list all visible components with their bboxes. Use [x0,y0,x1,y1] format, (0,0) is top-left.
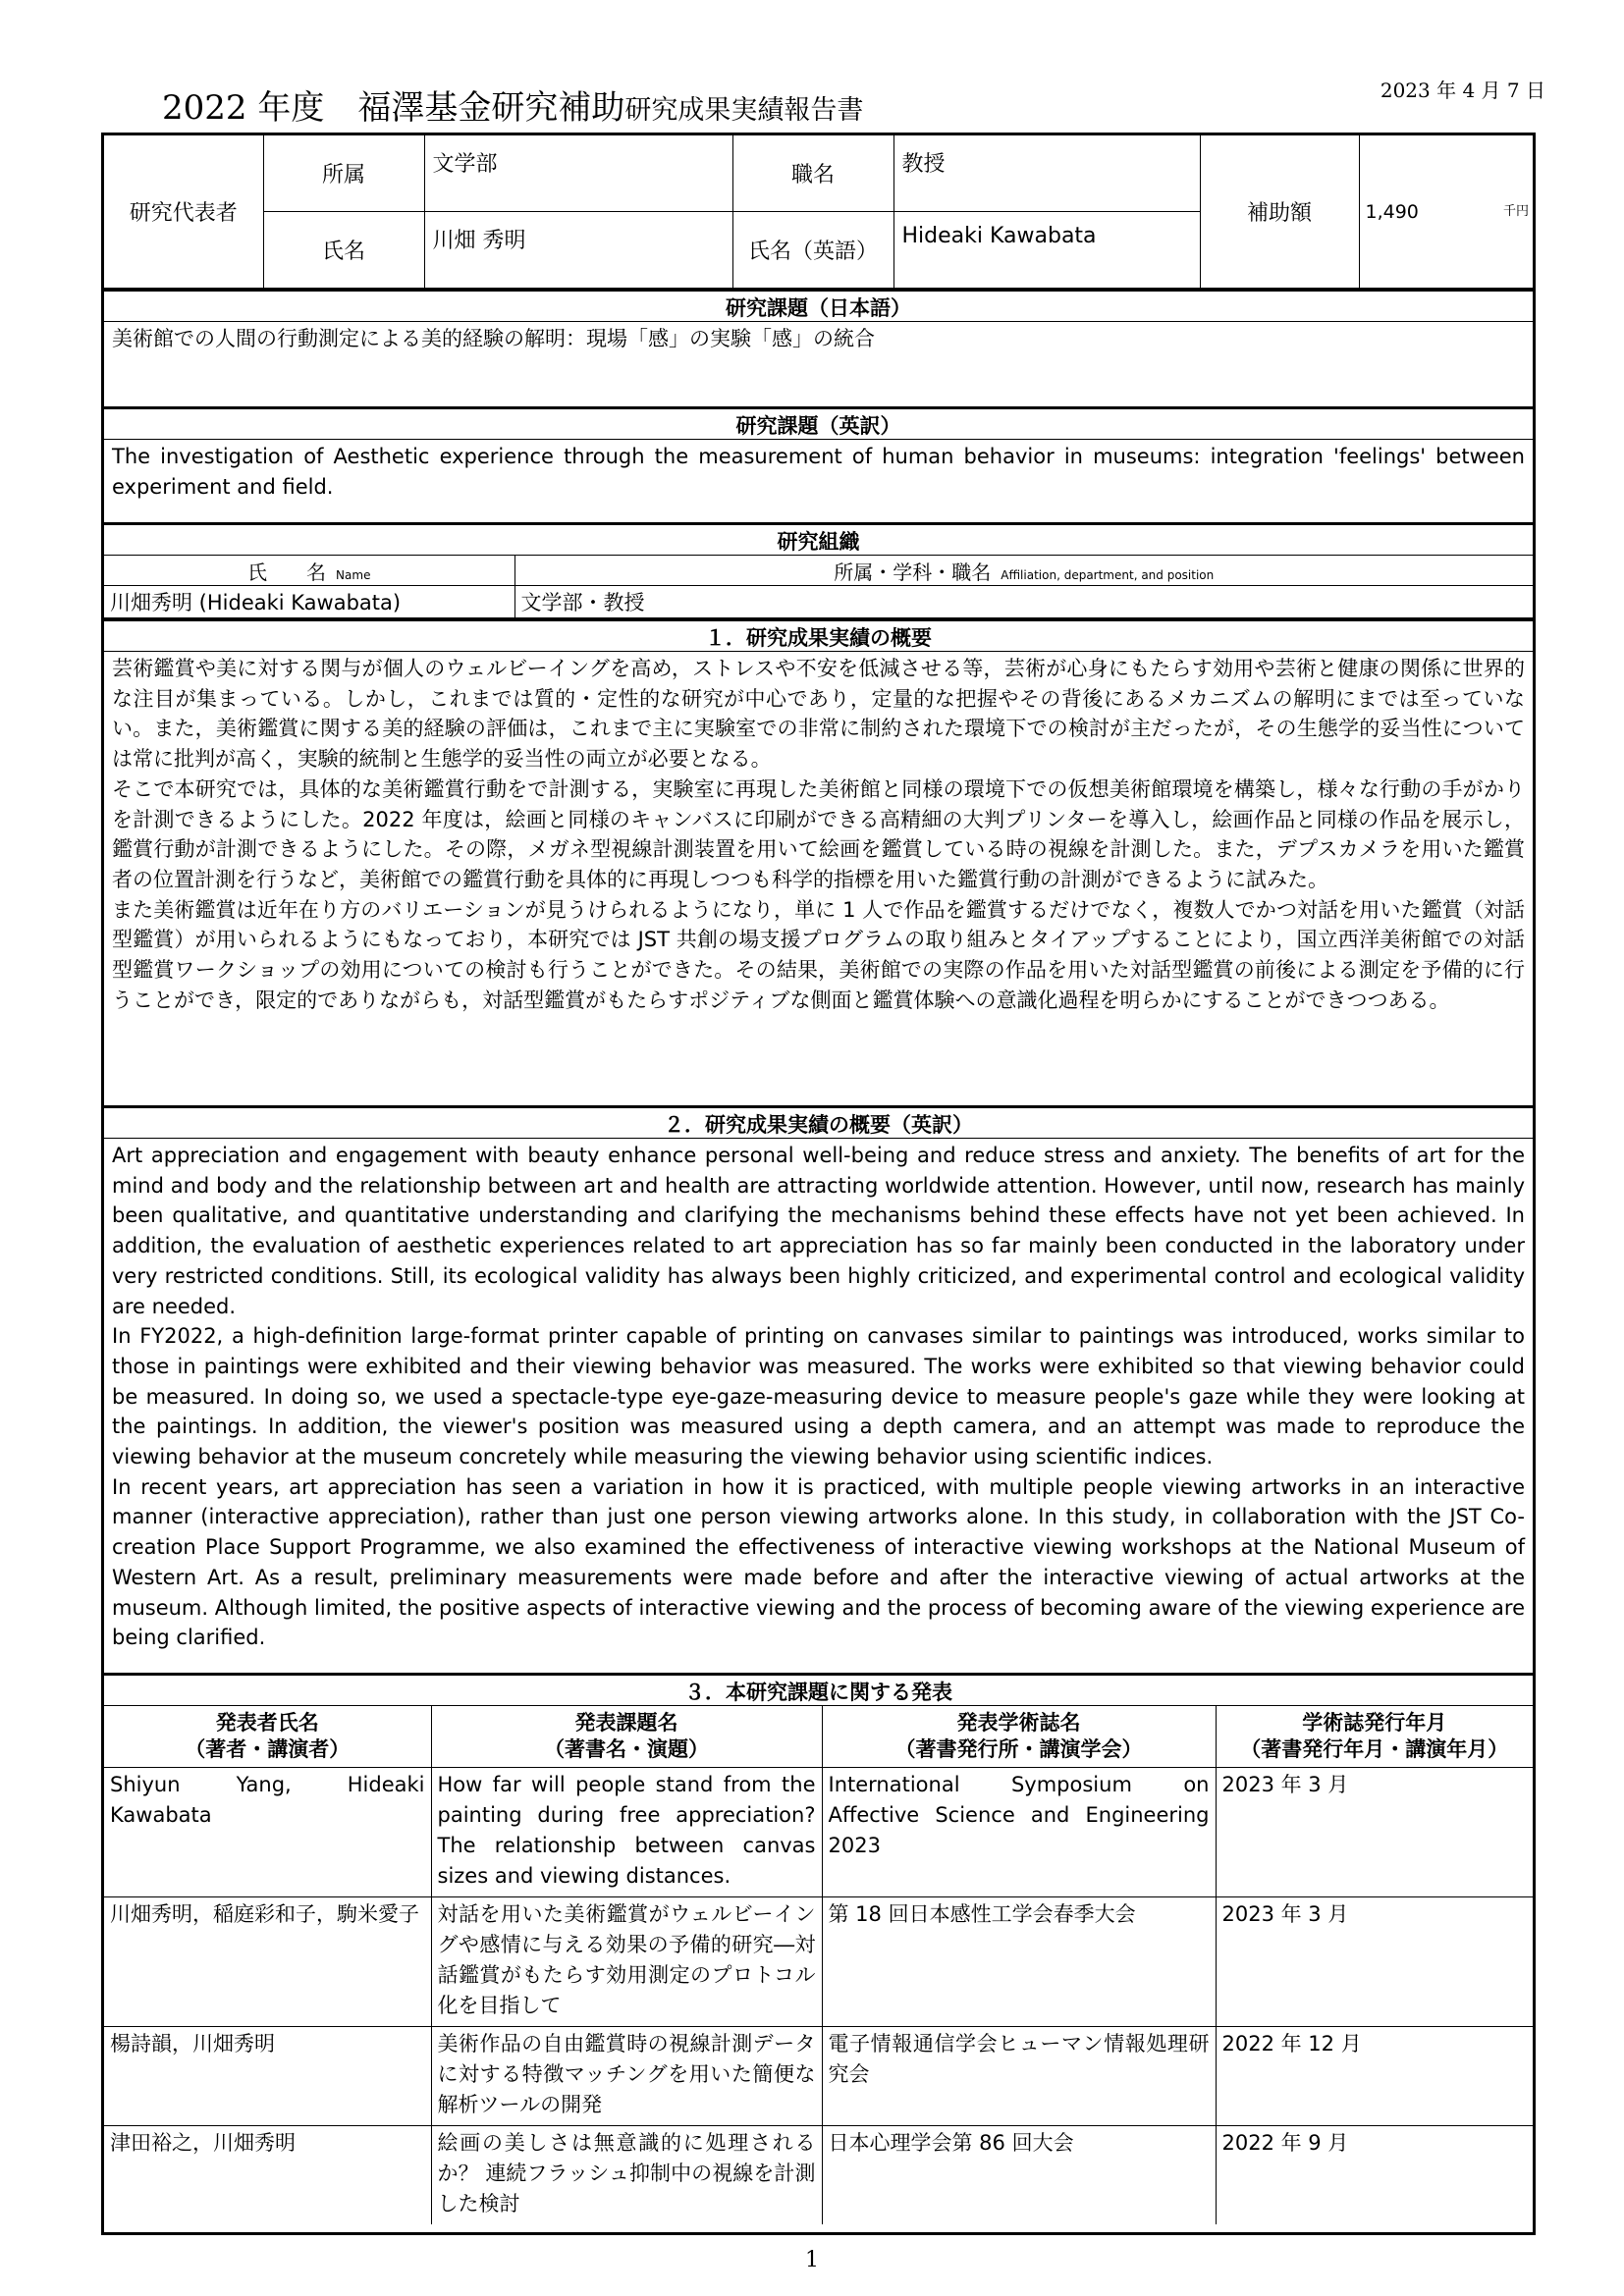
topic-en-heading: 研究課題（英訳） [104,406,1533,440]
pub-col-presenter-label: 発表者氏名 [215,1711,319,1735]
report-title-sub: 研究成果実績報告書 [624,95,864,126]
org-col-name [104,556,514,586]
position-label: 職名 [732,135,893,212]
summary-en-heading: ２．研究成果実績の概要（英訳） [104,1105,1533,1139]
topic-ja-heading: 研究課題（日本語） [104,289,1533,322]
pub-journal: International Symposium on Affective Science and Engineering 2023 [822,1768,1216,1897]
organization-heading: 研究組織 [104,522,1533,556]
grant-value: 1,490 [1365,200,1419,223]
org-member-name: 川畑秀明 (Hideaki Kawabata) [104,586,514,618]
publication-row [104,2126,1533,2224]
pub-col-date-label: 学術誌発行年月 [1302,1711,1447,1735]
pub-title: 美術作品の自由鑑賞時の視線計測データに対する特徴マッチングを用いた簡便な解析ツールの開発 [431,2027,822,2126]
report-title-main: 2022 年度 福澤基金研究補助 [162,88,625,128]
summary-en-paragraph: In FY2022, a high-definition large-format printer capable of printing on canvases similar to paintings was introduced, works similar to those in paintings were exhibited and their viewing behavior was measured. The works were exhibited so that viewing behavior could be measured. In doing so, we used a spectacle-type eye-gaze-measuring device to measure people's gaze while they were looking at the paintings. In addition, the viewer's position was measured using a depth camera, and an attempt was made to reproduce the viewing behavior at the museum concretely while measuring the viewing behavior using scientific indices. [112,1324,1525,1469]
publications-table [104,1706,1533,2224]
affiliation-value: 文学部 [424,135,732,212]
org-col-affil-en: Affiliation, department, and position [1001,567,1215,582]
pub-presenter: 津田裕之，川畑秀明 [104,2126,431,2224]
pub-title: How far will people stand from the painting during free appreciation? The relationship between canvas sizes and viewing distances. [431,1768,822,1897]
representative-label: 研究代表者 [104,135,263,289]
org-member-affiliation: 文学部・教授 [514,586,1533,618]
pub-journal: 日本心理学会第 86 回大会 [822,2126,1216,2224]
pub-title: 絵画の美しさは無意識的に処理されるか？ 連続フラッシュ抑制中の視線を計測した検討 [431,2126,822,2224]
name-en-label: 氏名（英語） [732,212,893,289]
pub-col-title-sub: （著書名・演題） [544,1737,709,1761]
summary-ja-heading: １．研究成果実績の概要 [104,618,1533,652]
pub-col-journal-sub: （著書発行所・講演学会） [894,1737,1143,1761]
summary-ja-paragraph: 芸術鑑賞や美に対する関与が個人のウェルビーイングを高め，ストレスや不安を低減させる等，芸術が心身にもたらす効用や芸術と健康の関係に世界的な注目が集まっている。しかし，これまでは質的・定性的な研究が中心であり，定量的な把握やその背後にあるメカニズムの解明にまでは至っていない。また，美術鑑賞に関する美的経験の評価は，これまで主に実験室での非常に制約された環境下での検討が主だったが，その生態学的妥当性については常に批判が高く，実験的統制と生態学的妥当性の両立が必要となる。 [112,657,1525,772]
publication-row [104,2027,1533,2126]
organization-table [104,556,1533,618]
summary-ja-paragraph: そこで本研究では，具体的な美術鑑賞行動をで計測する，実験室に再現した美術館と同様の環境下での仮想美術館環境を構築し，様々な行動の手がかりを計測できるようにした。2022 年度は，絵画と同様のキャンバスに印刷ができる高精細の大判プリンターを導入し，絵画作品と同様の作品を展示し，鑑賞行動が計測できるようにした。その際，メガネ型視線計測装置を用いて絵画を鑑賞している時の視線を計測した。また，デプスカメラを用いた鑑賞者の位置計測を行うなど，美術館での鑑賞行動を具体的に再現しつつも科学的指標を用いた鑑賞行動の計測ができるように試みた。 [112,776,1525,891]
pub-date: 2022 年 12 月 [1216,2027,1533,2126]
pub-col-date [1216,1706,1533,1768]
publications-heading: ３．本研究課題に関する発表 [104,1673,1533,1706]
summary-en-body [104,1139,1533,1673]
org-col-affil-ja: 所属・学科・職名 [834,560,992,584]
topic-en-text: The investigation of Aesthetic experience through the measurement of human behavior in museums: integration 'feelings' between experiment and field. [112,445,1525,499]
pub-col-presenter-sub: （著者・講演者） [185,1737,351,1761]
pub-journal: 第 18 回日本感性工学会春季大会 [822,1897,1216,2027]
org-col-name-en: Name [336,567,371,582]
pub-col-title [431,1706,822,1768]
publication-row [104,1768,1533,1897]
summary-ja-paragraph: また美術鑑賞は近年在り方のバリエーションが見うけられるようになり，単に 1 人で作品を鑑賞するだけでなく，複数人でかつ対話を用いた鑑賞（対話型鑑賞）が用いられるようにもなっており，本研究では JST 共創の場支援プログラムの取り組みとタイアップすることにより，国立西洋美術館での対話型鑑賞ワークショップの効用についての検討も行うことができた。その結果，美術館での実際の作品を用いた対話型鑑賞の前後による測定を予備的に行うことができ，限定的でありながらも，対話型鑑賞がもたらすポジティブな側面と鑑賞体験への意識化過程を明らかにすることができつつある。 [112,897,1525,1012]
summary-en-paragraph: Art appreciation and engagement with beauty enhance personal well-being and reduce stress and anxiety. The benefits of art for the mind and body and the relationship between art and health are attracting worldwide attention. However, until now, research has mainly been qualitative, and quantitative understanding and clarifying the mechanisms behind these effects have not yet been achieved. In addition, the evaluation of aesthetic experiences related to art appreciation has so far mainly been conducted in the laboratory under very restricted conditions. Still, its ecological validity has always been highly criticized, and experimental control and ecological validity are needed. [112,1144,1525,1318]
pub-journal: 電子情報通信学会ヒューマン情報処理研究会 [822,2027,1216,2126]
grant-label: 補助額 [1200,135,1359,289]
name-en-value: Hideaki Kawabata [893,212,1200,289]
pub-presenter: 楊詩韻，川畑秀明 [104,2027,431,2126]
page-number: 1 [805,2248,819,2272]
position-value: 教授 [893,135,1200,212]
pub-col-title-label: 発表課題名 [574,1711,678,1735]
publication-row [104,1897,1533,2027]
representative-table [104,135,1533,289]
org-member-row [104,586,1533,618]
pub-col-presenter [104,1706,431,1768]
pub-presenter: 川畑秀明，稲庭彩和子，駒米愛子 [104,1897,431,2027]
summary-ja-body [104,652,1533,1105]
summary-en-paragraph: In recent years, art appreciation has seen a variation in how it is practiced, with multiple people viewing artworks in an interactive manner (interactive appreciation), rather than just one person viewing artworks alone. In this study, in collaboration with the JST Co-creation Place Support Programme, we also examined the effectiveness of interactive viewing workshops at the National Museum of Western Art. As a result, preliminary measurements were made before and after the interactive viewing of actual artworks at the museum. Although limited, the positive aspects of interactive viewing and the process of becoming aware of the viewing experience are being clarified. [112,1474,1525,1650]
pub-date: 2022 年 9 月 [1216,2126,1533,2224]
name-label: 氏名 [263,212,424,289]
pub-col-journal [822,1706,1216,1768]
pub-date: 2023 年 3 月 [1216,1768,1533,1897]
topic-ja-text: 美術館での人間の行動測定による美的経験の解明：現場「感」の実験「感」の統合 [112,327,875,350]
pub-col-date-sub: （著書発行年月・講演年月） [1240,1737,1509,1761]
grant-amount [1359,135,1533,289]
pub-presenter: Shiyun Yang, Hideaki Kawabata [104,1768,431,1897]
pub-title: 対話を用いた美術鑑賞がウェルビーイングや感情に与える効果の予備的研究―対話鑑賞がもたらす効用測定のプロトコル化を目指して [431,1897,822,2027]
name-value: 川畑 秀明 [424,212,732,289]
report-title [162,80,863,129]
grant-unit: 千円 [1502,203,1529,219]
pub-col-journal-label: 発表学術誌名 [956,1711,1081,1735]
pub-date: 2023 年 3 月 [1216,1897,1533,2027]
affiliation-label: 所属 [263,135,424,212]
report-frame [101,133,1536,2235]
report-date: 2023 年 4 月 7 日 [1380,79,1545,102]
org-col-affil [514,556,1533,586]
org-col-name-ja: 氏 名 [247,560,327,584]
